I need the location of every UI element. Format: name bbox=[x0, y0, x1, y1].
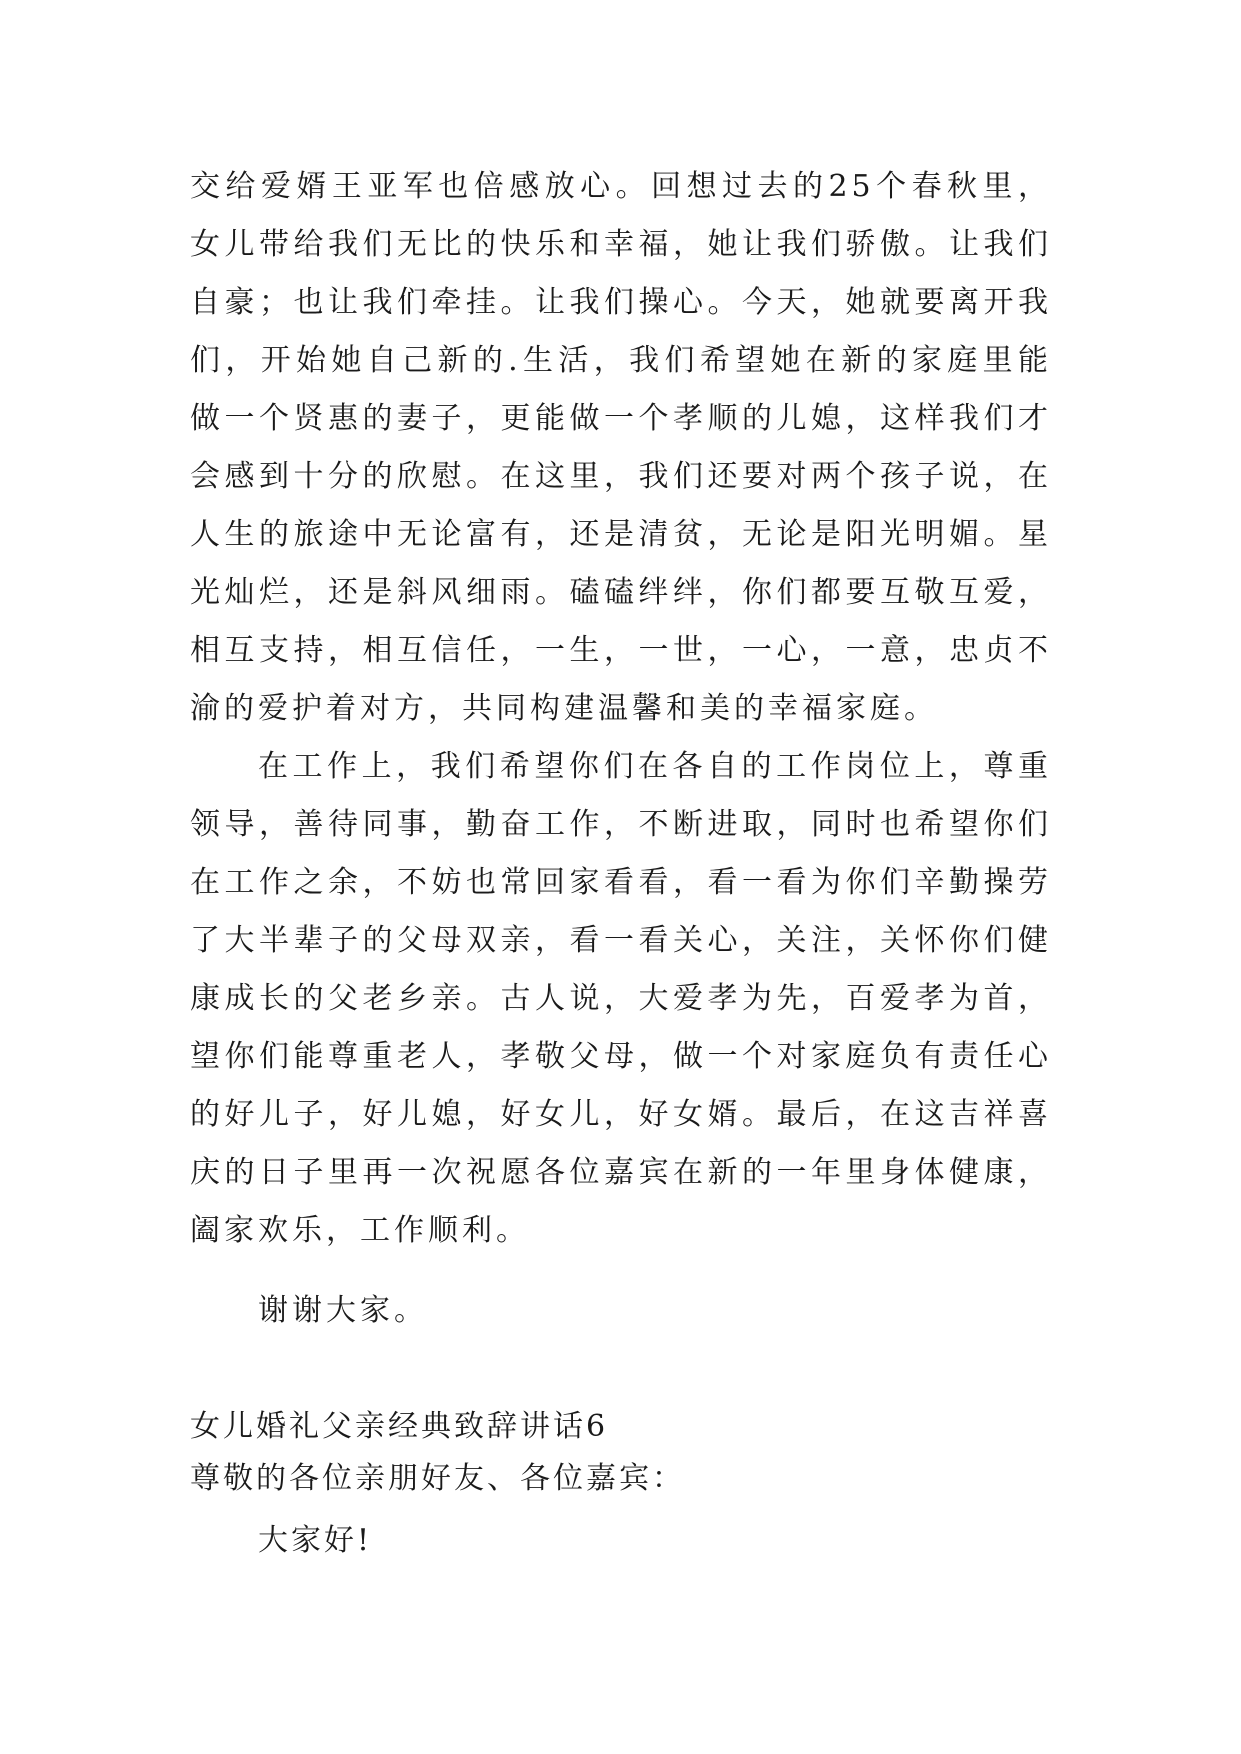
section-heading: 女儿婚礼父亲经典致辞讲话6 bbox=[190, 1409, 609, 1444]
salutation-line: 尊敬的各位亲朋好友、各位嘉宾： bbox=[190, 1461, 685, 1496]
body-paragraph-work: 在工作上，我们希望你们在各自的工作岗位上，尊重领导，善待同事，勤奋工作，不断进取，同时也希望你们在工作之余，不妨也常回家看看，看一看为你们辛勤操劳了大半辈子的父母双亲，看一看关心，关注，关怀你们健康成长的父老乡亲。古人说，大爱孝为先，百爱孝为首，望你们能尊重老人，孝敬父母，做一个对家庭负有责任心的好儿子，好儿媳，好女儿，好女婿。最后，在这吉祥喜庆的日子里再一次祝愿各位嘉宾在新的一年里身体健康，阖家欢乐，工作顺利。 bbox=[190, 749, 1052, 1248]
greeting-line: 大家好! bbox=[258, 1523, 373, 1558]
thanks-line: 谢谢大家。 bbox=[258, 1293, 428, 1328]
body-paragraph-continued: 交给爱婿王亚军也倍感放心。回想过去的25个春秋里，女儿带给我们无比的快乐和幸福，她让我们骄傲。让我们自豪；也让我们牵挂。让我们操心。今天，她就要离开我们，开始她自己新的.生活，我们希望她在新的家庭里能做一个贤惠的妻子，更能做一个孝顺的儿媳，这样我们才会感到十分的欣慰。在这里，我们还要对两个孩子说，在人生的旅途中无论富有，还是清贫，无论是阳光明媚。星光灿烂，还是斜风细雨。磕磕绊绊，你们都要互敬互爱，相互支持，相互信任，一生，一世，一心，一意，忠贞不渝的爱护着对方，共同构建温馨和美的幸福家庭。 bbox=[190, 169, 1052, 726]
